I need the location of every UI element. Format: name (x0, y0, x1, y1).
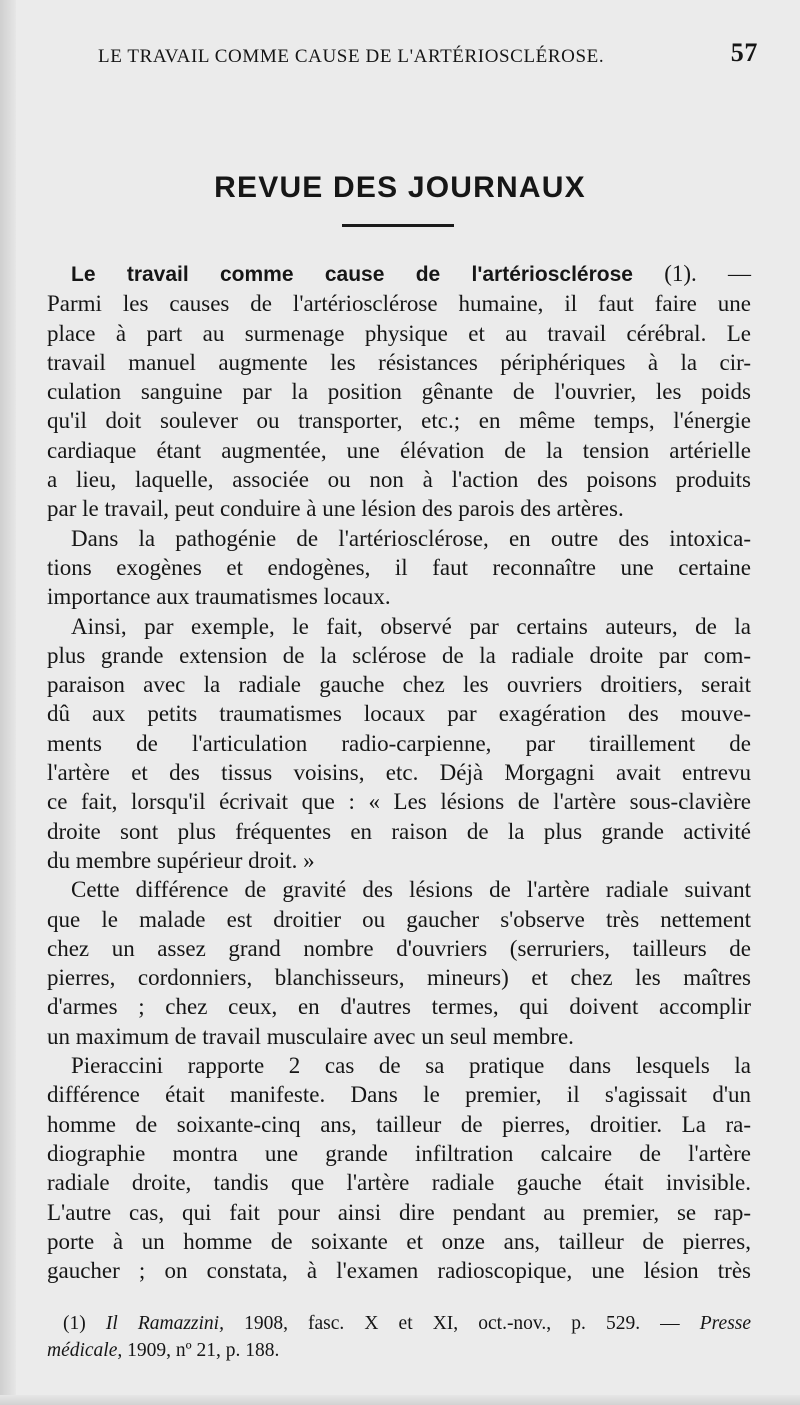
paragraph-line: paraison avec la radiale gauche chez les ouvriers droitiers, serait (47, 672, 751, 698)
paragraph-line: place à part au surmenage physique et au travail cérébral. Le (47, 320, 751, 346)
paragraph-line: un maximum de travail musculaire avec un seul membre. (47, 1023, 574, 1049)
footnote-line (47, 1337, 751, 1364)
paragraph-line: dû aux petits traumatismes locaux par exagération des mouve- (47, 701, 751, 727)
footnote-details: 1909, nº 21, p. 188. (127, 1340, 280, 1361)
heading-dash: — (728, 261, 751, 286)
paragraph-line: radiale droite, tandis que l'artère radiale gauche était invisible. (47, 1170, 751, 1196)
paragraph-line: homme de soixante-cinq ans, tailleur de pierres, droitier. La ra- (47, 1111, 751, 1137)
running-head-title: LE TRAVAIL COMME CAUSE DE L'ARTÉRIOSCLÉROSE. (98, 46, 605, 67)
paragraph-line: culation sanguine par la position gênante de l'ouvrier, les poids (47, 379, 751, 405)
paragraph-line: ce fait, lorsqu'il écrivait que : « Les lésions de l'artère sous-clavière (47, 789, 751, 815)
page-binding-edge (0, 0, 16, 1405)
footnote-marker: (1) (63, 1313, 86, 1334)
paragraph-line: que le malade est droitier ou gaucher s'observe très nettement (47, 906, 751, 932)
footnote-line (47, 1310, 751, 1337)
paragraph-line: Cette différence de gravité des lésions de l'artère radiale suivant (71, 877, 751, 903)
paragraph-line: importance aux traumatismes locaux. (47, 584, 391, 610)
paragraph-line: L'autre cas, qui fait pour ainsi dire pendant au premier, se rap- (47, 1199, 751, 1225)
paragraph-line: pierres, cordonniers, blanchisseurs, mineurs) et chez les maîtres (47, 965, 751, 991)
paragraph-line: tions exogènes et endogènes, il faut reconnaître une certaine (47, 554, 751, 580)
paragraph-line: Dans la pathogénie de l'artériosclérose, en outre des intoxica- (71, 525, 751, 551)
footnote-journal: médicale, (47, 1340, 123, 1361)
paragraph-line: travail manuel augmente les résistances périphériques à la cir- (47, 349, 751, 375)
article-heading: Le travail comme cause de l'artériosclérose (71, 263, 633, 286)
paragraph-line: gaucher ; on constata, à l'examen radioscopique, une lésion très (47, 1258, 751, 1284)
paragraph-line: chez un assez grand nombre d'ouvriers (serruriers, tailleurs de (47, 935, 751, 961)
footnote-details: 1908, fasc. X et XI, oct.-nov., p. 529. — (244, 1313, 680, 1334)
paragraph-line: du membre supérieur droit. » (47, 847, 315, 873)
paragraph-line: par le travail, peut conduire à une lésion des parois des artères. (47, 496, 624, 522)
section-title: REVUE DES JOURNAUX (214, 171, 586, 204)
paragraph-line: Parmi les causes de l'artériosclérose humaine, il faut faire une (47, 291, 751, 317)
paragraph-line: Pieraccini rapporte 2 cas de sa pratique dans lesquels la (71, 1053, 751, 1079)
footnote-reference: (1). (664, 261, 697, 286)
paragraph-line: différence était manifeste. Dans le premier, il s'agissait d'un (47, 1082, 751, 1108)
paragraph-line: a lieu, laquelle, associée ou non à l'action des poisons produits (47, 467, 751, 493)
paragraph-line: l'artère et des tissus voisins, etc. Déjà Morgagni avait entrevu (47, 760, 751, 786)
paragraph-line: qu'il doit soulever ou transporter, etc.; en même temps, l'énergie (47, 408, 751, 434)
paragraph-line: porte à un homme de soixante et onze ans, tailleur de pierres, (47, 1228, 751, 1254)
paragraph-line: plus grande extension de la sclérose de la radiale droite par com- (47, 642, 751, 668)
paragraph-line: ments de l'articulation radio-carpienne, par tiraillement de (47, 730, 751, 756)
paragraph-line: droite sont plus fréquentes en raison de la plus grande activité (47, 818, 751, 844)
article-body (47, 259, 751, 1285)
running-head (98, 38, 758, 70)
paragraph-line: Ainsi, par exemple, le fait, observé par certains auteurs, de la (71, 613, 751, 639)
article-heading-line (47, 259, 751, 289)
footnote-journal: Il Ramazzini, (105, 1313, 224, 1334)
page-bottom-edge (0, 1395, 800, 1405)
paragraph-line: cardiaque étant augmentée, une élévation de la tension artérielle (47, 437, 751, 463)
title-rule-divider (342, 224, 454, 227)
footnote-journal: Presse (699, 1313, 752, 1334)
paragraph-line: diographie montra une grande infiltration calcaire de l'artère (47, 1140, 751, 1166)
paragraph-line: d'armes ; chez ceux, en d'autres termes, qui doivent accomplir (47, 994, 751, 1020)
footnote (47, 1310, 751, 1364)
page-number: 57 (730, 38, 758, 67)
